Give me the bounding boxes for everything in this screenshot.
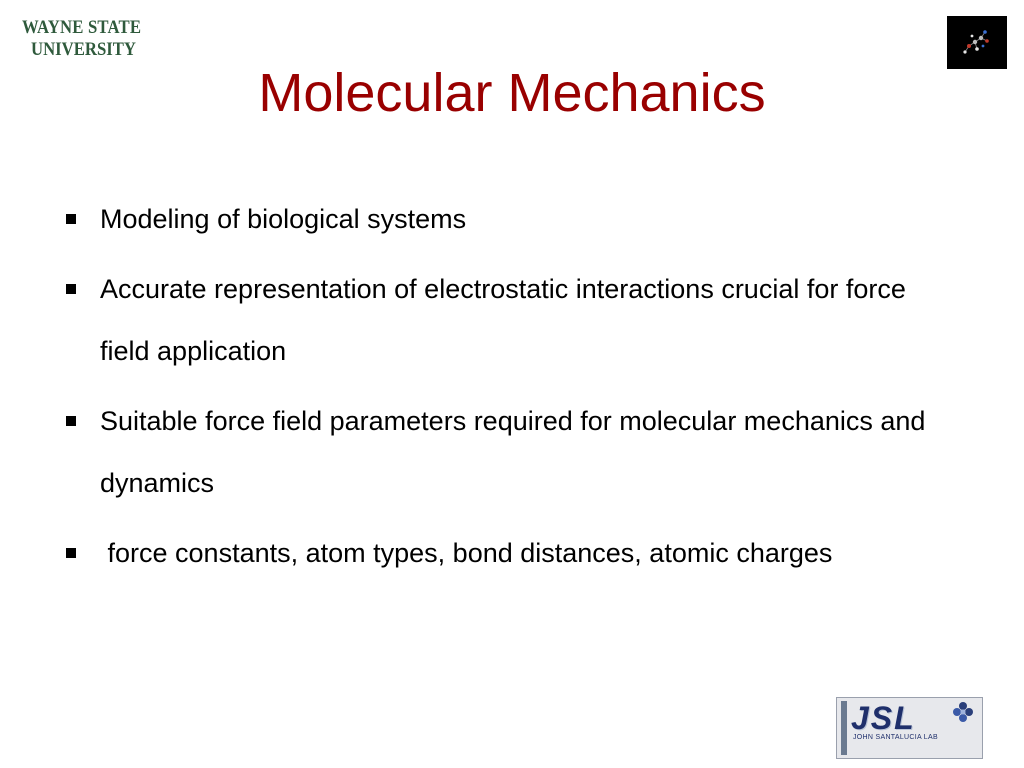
jsl-logo-subtext: JOHN SANTALUCIA LAB [853, 734, 938, 741]
wsu-logo-line1: WAYNE STATE [22, 17, 142, 38]
square-bullet-icon [66, 416, 76, 426]
square-bullet-icon [66, 548, 76, 558]
bullet-item [62, 188, 942, 250]
wsu-logo [22, 17, 142, 68]
bullet-item [62, 390, 942, 514]
jsl-logo-bar [841, 701, 847, 755]
bullet-text: force constants, atom types, bond distances, atomic charges [100, 538, 833, 568]
bullet-item [62, 522, 942, 584]
bullet-text: Accurate representation of electrostatic interactions crucial for force field application [100, 274, 906, 366]
jsl-logo-text: JSL [851, 700, 916, 736]
flower-icon [950, 701, 976, 725]
square-bullet-icon [66, 284, 76, 294]
bullet-item [62, 258, 942, 382]
wsu-logo-line2: UNIVERSITY [31, 39, 136, 60]
bullet-text: Suitable force field parameters required for molecular mechanics and dynamics [100, 406, 926, 498]
jsl-logo [836, 697, 983, 759]
page-title: Molecular Mechanics [258, 63, 766, 123]
bullet-text: Modeling of biological systems [100, 204, 467, 234]
square-bullet-icon [66, 214, 76, 224]
bullet-list [62, 188, 942, 592]
